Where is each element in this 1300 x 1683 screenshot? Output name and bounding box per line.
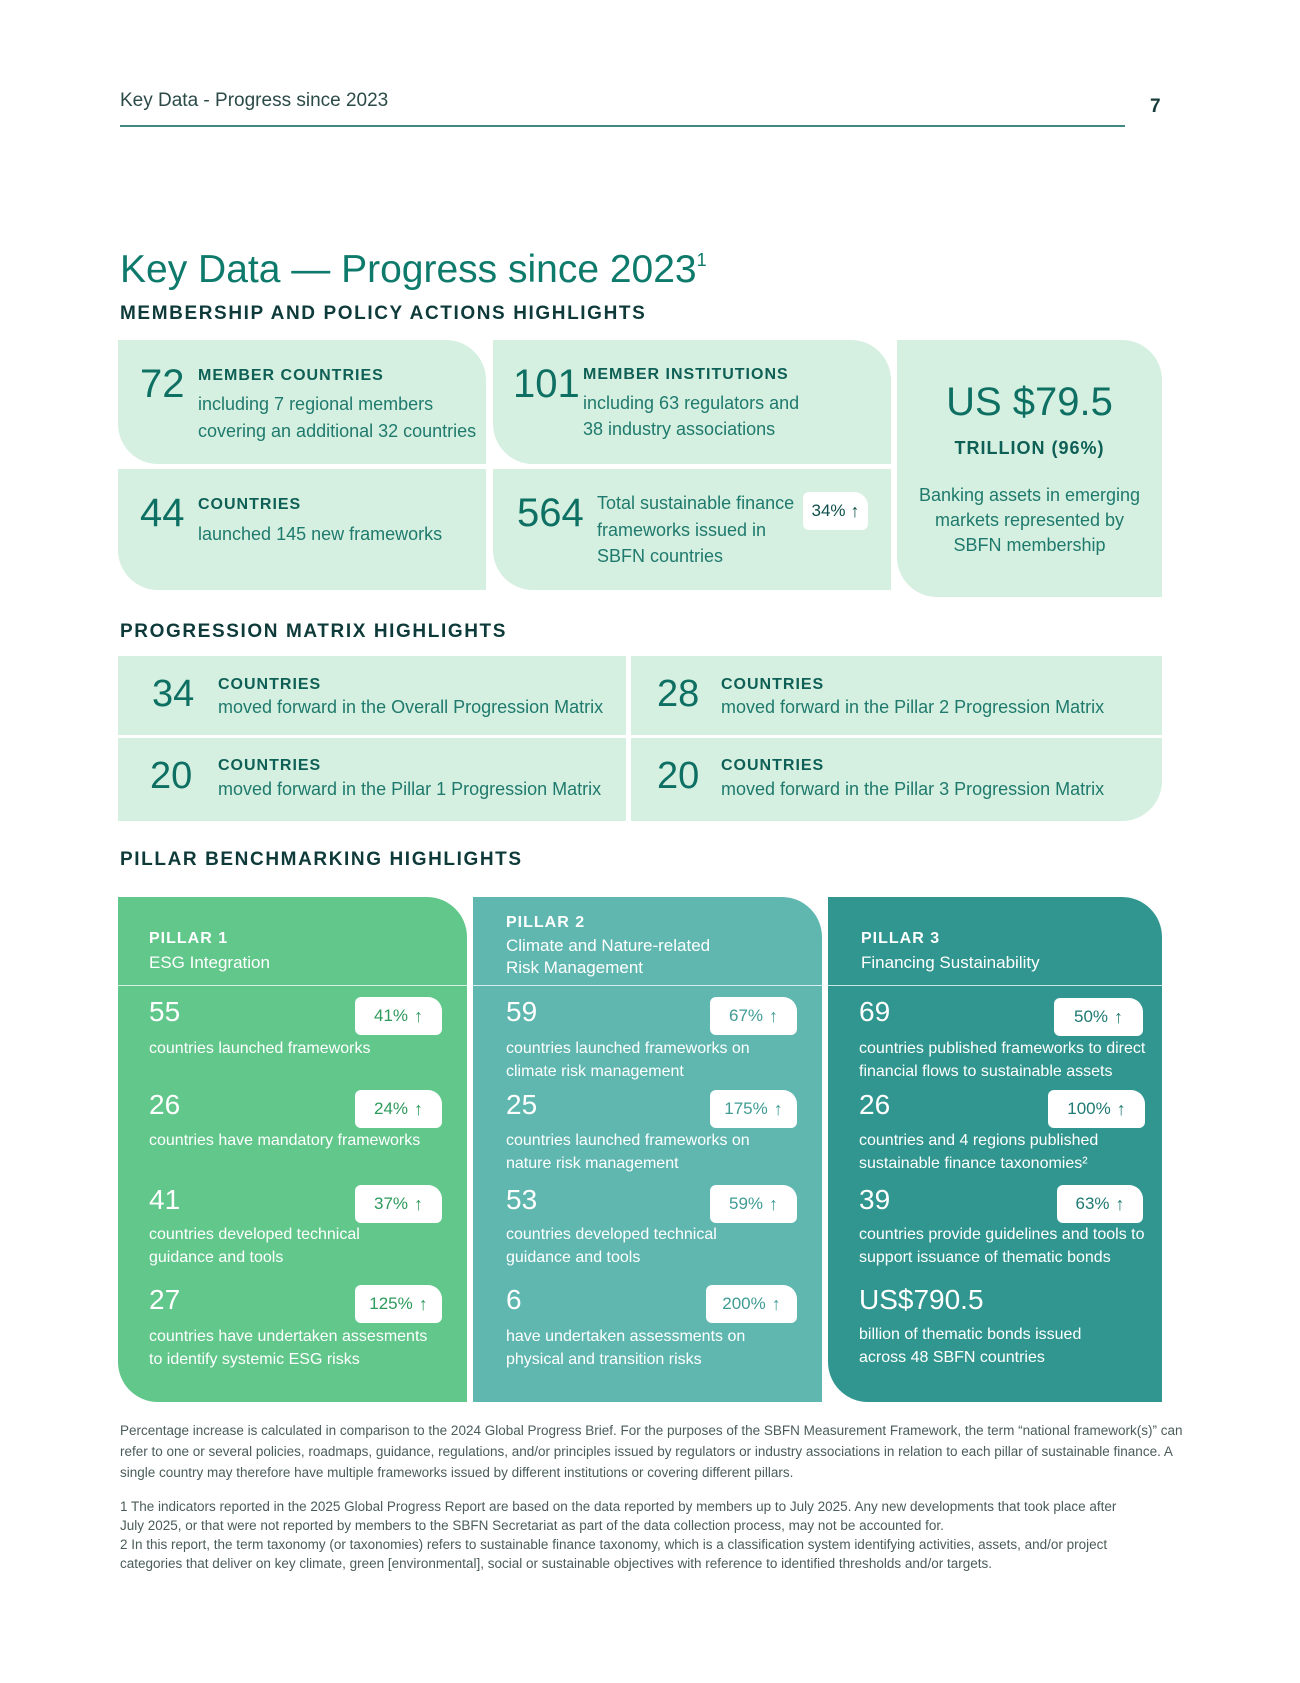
page-title xyxy=(120,248,707,292)
arrow-up-icon: ↑ xyxy=(773,1099,783,1119)
pillar2-item4-value: 6 xyxy=(506,1284,522,1315)
pillar2-item1-text2: climate risk management xyxy=(506,1063,684,1080)
matrix-overall-label: COUNTRIES xyxy=(218,676,322,693)
methodology-note-line1: Percentage increase is calculated in comparison to the 2024 Global Progress Brief. For the purposes of the SBFN Measurement Framework, the term “national framework(s)” can xyxy=(120,1423,1183,1438)
pillar2-item2-badge-text: 175% xyxy=(724,1099,768,1118)
membership-heading: MEMBERSHIP AND POLICY ACTIONS HIGHLIGHTS xyxy=(120,303,647,324)
member-countries-value: 72 xyxy=(140,362,185,406)
header-divider xyxy=(120,125,1125,127)
running-header: Key Data - Progress since 2023 xyxy=(120,90,389,111)
pillar3-item3-text2: support issuance of thematic bonds xyxy=(859,1249,1111,1266)
pillar3-item3-badge-text: 63% xyxy=(1075,1194,1110,1213)
matrix-pillar3-value: 20 xyxy=(657,755,700,797)
pillar3-item3-text1: countries provide guidelines and tools to xyxy=(859,1226,1145,1243)
pillar3-item3-badge xyxy=(1057,1185,1143,1223)
pillar2-item3-badge xyxy=(710,1185,797,1223)
pillar1-item1-text: countries launched frameworks xyxy=(149,1040,371,1057)
pillar1-subtitle: ESG Integration xyxy=(149,953,270,972)
pillar2-item1-badge xyxy=(710,997,797,1035)
pillar2-item2-value: 25 xyxy=(506,1089,538,1120)
footnote-1-line1: 1 The indicators reported in the 2025 Global Progress Report are based on the data reported by members up to July 2025. Any new developments that took place after xyxy=(120,1499,1117,1514)
pillar2-item2-badge xyxy=(710,1090,797,1128)
matrix-pillar2-label: COUNTRIES xyxy=(721,676,825,693)
methodology-note-line3: single country may therefore have multiple frameworks issued by different institutions or covering different pillars. xyxy=(120,1465,794,1480)
pillar2-item2-text1: countries launched frameworks on xyxy=(506,1132,750,1149)
pillar3-subtitle: Financing Sustainability xyxy=(861,953,1040,972)
pillar1-name: PILLAR 1 xyxy=(149,930,229,947)
pillar2-item4-text2: physical and transition risks xyxy=(506,1351,702,1368)
pillar1-divider xyxy=(118,985,467,986)
pillar2-item3-badge-text: 59% xyxy=(728,1194,764,1213)
footnotes xyxy=(120,1497,1195,1573)
pillar1-item2-badge-text: 24% xyxy=(373,1099,409,1118)
pillar1-item3-value: 41 xyxy=(149,1184,181,1215)
pillar1-item4-badge xyxy=(355,1285,442,1323)
banking-assets-card xyxy=(897,340,1162,597)
matrix-cell-pillar1 xyxy=(118,738,626,821)
pillar3-item1-badge xyxy=(1054,998,1143,1036)
pillar1-item4-value: 27 xyxy=(149,1284,181,1315)
member-countries-line1: including 7 regional members xyxy=(198,394,434,414)
pillar3-item1-value: 69 xyxy=(859,996,891,1027)
pillar1-item2-text: countries have mandatory frameworks xyxy=(149,1132,421,1149)
matrix-pillar2-value: 28 xyxy=(657,673,700,715)
total-frameworks-line2: frameworks issued in xyxy=(597,520,767,540)
title-footnote-ref: 1 xyxy=(696,250,707,270)
arrow-up-icon: ↑ xyxy=(418,1294,428,1314)
pillar3-item2-text1: countries and 4 regions published xyxy=(859,1132,1099,1149)
arrow-up-icon: ↑ xyxy=(850,501,860,521)
pillar2-item1-badge-text: 67% xyxy=(728,1006,764,1025)
pillar3-item4-text2: across 48 SBFN countries xyxy=(859,1349,1045,1366)
pillar1-item2-value: 26 xyxy=(149,1089,181,1120)
pillar1-item3-text2: guidance and tools xyxy=(149,1249,284,1266)
matrix-overall-value: 34 xyxy=(152,673,195,715)
countries-frameworks-card xyxy=(118,469,486,590)
matrix-pillar1-value: 20 xyxy=(150,755,193,797)
matrix-heading: PROGRESSION MATRIX HIGHLIGHTS xyxy=(120,621,508,642)
member-institutions-value: 101 xyxy=(513,362,580,406)
pillar3-item1-text1: countries published frameworks to direct xyxy=(859,1040,1146,1057)
pillar2-item1-text1: countries launched frameworks on xyxy=(506,1040,750,1057)
countries-line1: launched 145 new frameworks xyxy=(198,524,443,544)
member-countries-label: MEMBER COUNTRIES xyxy=(198,367,384,384)
total-frameworks-line3: SBFN countries xyxy=(597,546,724,566)
pillars-heading: PILLAR BENCHMARKING HIGHLIGHTS xyxy=(120,849,523,870)
member-countries-card xyxy=(118,340,486,464)
pillar2-item3-text1: countries developed technical xyxy=(506,1226,717,1243)
pillar1-item1-value: 55 xyxy=(149,996,181,1027)
footnote-2-line2: categories that deliver on key climate, green [environmental], social or sustainable objectives with reference to identified thresholds and/or targets. xyxy=(120,1556,992,1571)
pillar1-item4-text1: countries have undertaken assesments xyxy=(149,1328,428,1345)
pillar3-item1-badge-text: 50% xyxy=(1073,1007,1109,1026)
member-countries-line2: covering an additional 32 countries xyxy=(198,421,477,441)
matrix-cell-overall xyxy=(118,656,626,735)
countries-label: COUNTRIES xyxy=(198,496,302,513)
pillar1-item3-text1: countries developed technical xyxy=(149,1226,360,1243)
banking-assets-label: TRILLION (96%) xyxy=(954,438,1105,458)
pillar2-divider xyxy=(473,985,822,986)
pillar2-item1-value: 59 xyxy=(506,996,538,1027)
page-title-text: Key Data — Progress since 2023 xyxy=(120,248,697,291)
pillar3-item4-text1: billion of thematic bonds issued xyxy=(859,1326,1082,1343)
pillar2-item4-text1: have undertaken assessments on xyxy=(506,1328,746,1345)
pillar3-item4-value: US$790.5 xyxy=(859,1284,984,1315)
pillar2-item3-value: 53 xyxy=(506,1184,538,1215)
pillar3-item2-text2: sustainable finance taxonomies² xyxy=(859,1155,1088,1172)
banking-assets-line1: Banking assets in emerging xyxy=(918,485,1141,505)
pillar3-item2-badge-text: 100% xyxy=(1067,1099,1111,1118)
total-frameworks-badge xyxy=(803,492,868,530)
arrow-up-icon: ↑ xyxy=(771,1294,781,1314)
pillar2-item4-badge-text: 200% xyxy=(722,1294,766,1313)
matrix-overall-text: moved forward in the Overall Progression Matrix xyxy=(218,697,604,717)
pillar2-item2-text2: nature risk management xyxy=(506,1155,679,1172)
pillar1-item2-badge xyxy=(355,1090,442,1128)
pillar3-item1-text2: financial flows to sustainable assets xyxy=(859,1063,1113,1080)
matrix-pillar2-text: moved forward in the Pillar 2 Progression Matrix xyxy=(721,697,1105,717)
total-frameworks-badge-text: 34% xyxy=(811,501,846,520)
pillar1-panel xyxy=(118,897,467,1402)
arrow-up-icon: ↑ xyxy=(769,1006,779,1026)
footnote-1-line2: July 2025, or that were not reported by members to the SBFN Secretariat as part of the data collection process, may not be accounted for. xyxy=(120,1518,944,1533)
pillar3-item3-value: 39 xyxy=(859,1184,891,1215)
pillar2-item3-text2: guidance and tools xyxy=(506,1249,641,1266)
pillar1-item1-badge-text: 41% xyxy=(373,1006,409,1025)
arrow-up-icon: ↑ xyxy=(414,1194,424,1214)
matrix-pillar3-text: moved forward in the Pillar 3 Progression Matrix xyxy=(721,779,1105,799)
member-institutions-line1: including 63 regulators and xyxy=(583,393,800,413)
banking-assets-line3: SBFN membership xyxy=(953,535,1106,555)
footnote-2-line1: 2 In this report, the term taxonomy (or taxonomies) refers to sustainable finance taxonomy, which is a classification system identifying activities, assets, and/or project xyxy=(120,1537,1108,1552)
page-number: 7 xyxy=(1150,96,1161,117)
member-institutions-label: MEMBER INSTITUTIONS xyxy=(583,366,789,383)
arrow-up-icon: ↑ xyxy=(1116,1099,1126,1119)
pillar2-subtitle1: Climate and Nature-related xyxy=(506,936,711,955)
pillar3-divider xyxy=(828,985,1162,986)
pillar2-subtitle2: Risk Management xyxy=(506,958,644,977)
pillar3-panel xyxy=(828,897,1162,1402)
pillar1-item4-badge-text: 125% xyxy=(369,1294,413,1313)
arrow-up-icon: ↑ xyxy=(769,1194,779,1214)
matrix-pillar1-label: COUNTRIES xyxy=(218,757,322,774)
pillar1-item4-text2: to identify systemic ESG risks xyxy=(149,1351,360,1368)
pillar1-item1-badge xyxy=(355,997,442,1035)
arrow-up-icon: ↑ xyxy=(1114,1007,1124,1027)
total-frameworks-line1: Total sustainable finance xyxy=(597,493,795,513)
methodology-note-line2: refer to one or several policies, roadmaps, guidance, regulations, and/or principles issued by regulators or industry associations in relation to each pillar of sustainable finance. A xyxy=(120,1444,1173,1459)
pillar2-item4-badge xyxy=(706,1285,797,1323)
pillar1-item3-badge-text: 37% xyxy=(373,1194,409,1213)
member-institutions-card xyxy=(493,340,891,464)
pillar3-name: PILLAR 3 xyxy=(861,930,941,947)
arrow-up-icon: ↑ xyxy=(414,1099,424,1119)
methodology-note xyxy=(120,1420,1195,1483)
pillar2-panel xyxy=(473,897,822,1402)
matrix-pillar1-text: moved forward in the Pillar 1 Progression Matrix xyxy=(218,779,602,799)
total-frameworks-card xyxy=(493,469,891,590)
total-frameworks-value: 564 xyxy=(517,491,584,535)
pillar1-item3-badge xyxy=(355,1185,442,1223)
pillar2-name: PILLAR 2 xyxy=(506,914,586,931)
banking-assets-value: US $79.5 xyxy=(946,380,1113,424)
matrix-cell-pillar3 xyxy=(631,738,1162,821)
matrix-cell-pillar2 xyxy=(631,656,1162,735)
member-institutions-line2: 38 industry associations xyxy=(583,419,776,439)
matrix-pillar3-label: COUNTRIES xyxy=(721,757,825,774)
arrow-up-icon: ↑ xyxy=(414,1006,424,1026)
pillar3-item2-badge xyxy=(1048,1090,1145,1128)
arrow-up-icon: ↑ xyxy=(1115,1194,1125,1214)
banking-assets-line2: markets represented by xyxy=(934,510,1125,530)
countries-value: 44 xyxy=(140,491,185,535)
pillar3-item2-value: 26 xyxy=(859,1089,891,1120)
